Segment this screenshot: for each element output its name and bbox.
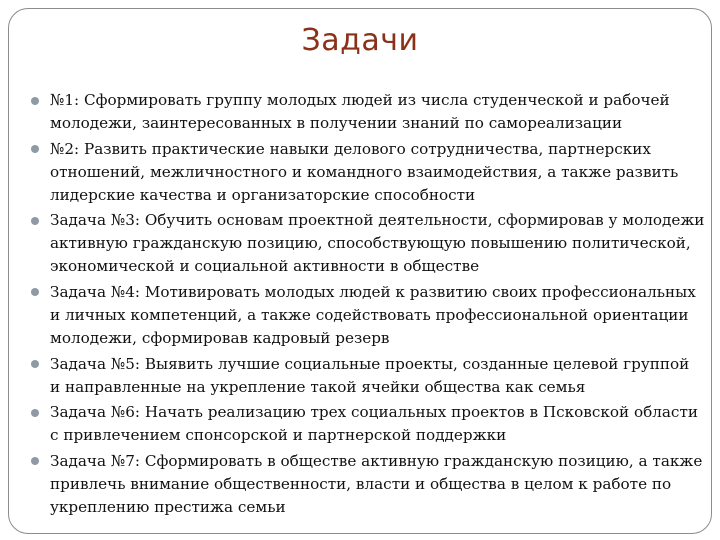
task-item-2 (31, 138, 711, 207)
task-item-3 (31, 209, 711, 278)
task-text-line: и личных компетенций, а также содействовать профессиональной ориентации (50, 306, 689, 325)
task-item-5 (31, 353, 711, 399)
task-text-line: молодежи, сформировав кадровый резерв (50, 329, 390, 348)
task-item-7 (31, 450, 711, 519)
task-item-6 (31, 401, 711, 447)
task-text-line: Задача №3: Обучить основам проектной деятельности, сформировав у молодежи (50, 211, 705, 230)
task-text-line: активную гражданскую позицию, способствующую повышению политической, (50, 234, 691, 253)
task-text-line: и направленные на укрепление такой ячейки общества как семья (50, 377, 586, 396)
bullet-icon (31, 457, 39, 465)
bullet-icon (31, 409, 39, 417)
task-text-line: №1: Сформировать группу молодых людей из числа студенческой и рабочей (50, 91, 670, 109)
task-text-line: Задача №5: Выявить лучшие социальные проекты, созданные целевой группой (50, 354, 690, 373)
task-item-1 (31, 89, 711, 135)
bullet-icon (31, 145, 39, 153)
task-text-line: Задача №4: Мотивировать молодых людей к развитию своих профессиональных (50, 282, 696, 301)
task-text-line: отношений, межличностного и командного взаимодействия, а также развить (50, 162, 679, 181)
task-text-line: Задача №7: Сформировать в обществе активную гражданскую позицию, а также (50, 451, 703, 470)
task-text-line: укреплению престижа семьи (50, 497, 286, 516)
task-list (31, 89, 711, 521)
task-item-4 (31, 281, 711, 350)
slide-frame (8, 8, 712, 534)
bullet-icon (31, 288, 39, 296)
task-text-line: лидерские качества и организаторские способности (50, 185, 476, 204)
task-text-line: молодежи, заинтересованных в получении знаний по самореализации (50, 114, 623, 133)
bullet-icon (31, 217, 39, 225)
task-text-line: №2: Развить практические навыки делового сотрудничества, партнерских (50, 139, 651, 158)
bullet-icon (31, 360, 39, 368)
task-text-line: экономической и социальной активности в обществе (50, 257, 480, 276)
task-text-line: привлечь внимание общественности, власти и общества в целом к работе по (50, 474, 672, 493)
bullet-icon (31, 97, 39, 105)
slide-title: Задачи (301, 23, 419, 58)
task-text-line: с привлечением спонсорской и партнерской поддержки (50, 426, 507, 445)
task-text-line: Задача №6: Начать реализацию трех социальных проектов в Псковской области (50, 403, 698, 422)
